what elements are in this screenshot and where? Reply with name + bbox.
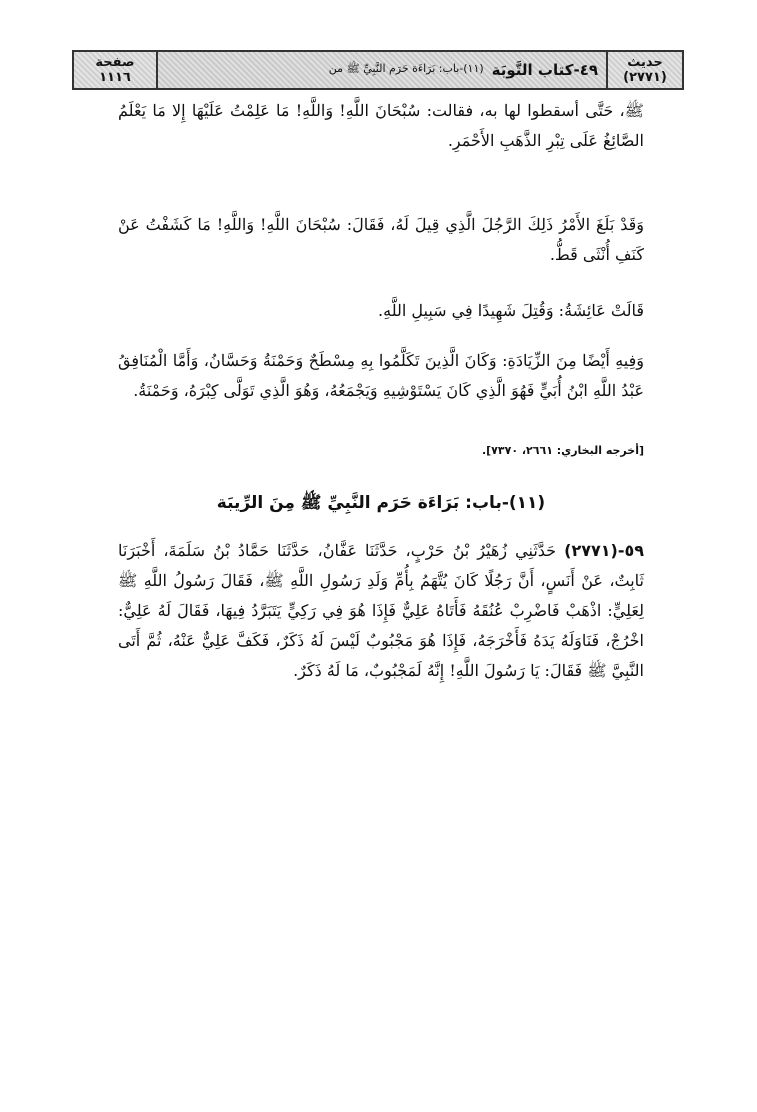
paragraph-4-text: وَفِيهِ أَيْضًا مِنَ الزِّيَادَةِ: وَكَانَ الَّذِينَ تَكَلَّمُوا بِهِ مِسْطَحٌ وَحَمْنَةُ وَحَسَّانُ، وَأَمَّا الْمُنَافِقُ عَبْدُ اللَّهِ ابْنُ أُبَيٍّ فَهُوَ الَّذِي كَانَ يَسْتَوْشِيهِ وَيَجْمَعُهُ، وَهُوَ الَّذِي تَوَلَّى كِبْرَهُ، وَحَمْنَةُ. xyxy=(118,351,644,400)
paragraph-1-text: ﷺ، حَتَّى أسقطوا لها به، فقالت: سُبْحَانَ اللَّهِ! وَاللَّهِ! مَا عَلِمْتُ عَلَيْهَا إِلا مَا يَعْلَمُ الصَّائِغُ عَلَى تِبْرِ الذَّهَبِ الأَحْمَرِ. xyxy=(118,101,644,150)
page-label: صفحة xyxy=(95,55,135,70)
section-heading: (١١)-باب: بَرَاءَة حَرَم النَّبِيِّ ﷺ مِنَ الرِّيبَة xyxy=(216,493,546,513)
hadith-paragraph xyxy=(118,536,644,686)
source-reference: [أخرجه البخاري: ٢٦٦١، ٧٣٧٠]. xyxy=(481,444,644,457)
paragraph-2 xyxy=(118,210,644,270)
hadith-block xyxy=(118,536,644,686)
running-header xyxy=(72,50,684,90)
hadith-text: حَدَّثَنِي زُهَيْرُ بْنُ حَرْبٍ، حَدَّثَنَا عَفَّانُ، حَدَّثَنَا حَمَّادُ بْنُ سَلَمَةَ، أَخْبَرَنَا ثَابِتٌ، عَنْ أَنَسٍ، أَنَّ رَجُلًا كَانَ يُتَّهَمُ بِأُمِّ وَلَدِ رَسُولِ اللَّهِ ﷺ، فَقَالَ رَسُولُ اللَّهِ ﷺ لِعَلِيٍّ: اذْهَبْ فَاضْرِبْ عُنُقَهُ فَأَتَاهُ عَلِيٌّ فَإِذَا هُوَ فِي رَكِيٍّ يَتَبَرَّدُ فِيهَا، فَقَالَ لَهُ عَلِيٌّ: اخْرُجْ، فَنَاوَلَهُ يَدَهُ فَأَخْرَجَهُ، فَإِذَا هُوَ مَجْبُوبٌ لَيْسَ لَهُ ذَكَرٌ، فَكَفَّ عَلِيٌّ عَنْهُ، ثُمَّ أَتَى النَّبِيَّ ﷺ فَقَالَ: يَا رَسُولَ اللَّهِ! إِنَّهُ لَمَجْبُوبٌ، مَا لَهُ ذَكَرٌ. xyxy=(118,541,644,680)
hadith-label: حديث xyxy=(627,55,663,70)
paragraph-4 xyxy=(118,346,644,406)
page-number-box xyxy=(74,52,158,88)
paragraph-1 xyxy=(118,96,644,156)
paragraph-3 xyxy=(118,296,644,326)
page-number: ١١١٦ xyxy=(99,70,131,85)
chapter-title: (١١)-باب: بَرَاءَة حَرَم النَّبِيِّ ﷺ من xyxy=(328,62,484,75)
book-title: ٤٩-كتاب التَّوبَة xyxy=(491,61,598,79)
hadith-number-box xyxy=(606,52,682,88)
paragraph-2-text: وَقَدْ بَلَغَ الأَمْرُ ذَلِكَ الرَّجُلَ الَّذِي قِيلَ لَهُ، فَقَالَ: سُبْحَانَ اللَّهِ! وَاللَّهِ! مَا كَشَفْتُ عَنْ كَنَفِ أُنْثَى قَطُّ. xyxy=(118,215,644,264)
header-title xyxy=(158,52,606,88)
hadith-number: (٢٧٧١) xyxy=(623,70,667,85)
hadith-block-number: ٥٩-(٢٧٧١) xyxy=(564,541,644,560)
paragraph-3-text: قَالَتْ عَائِشَةُ: وَقُتِلَ شَهِيدًا فِي سَبِيلِ اللَّهِ. xyxy=(378,301,644,320)
